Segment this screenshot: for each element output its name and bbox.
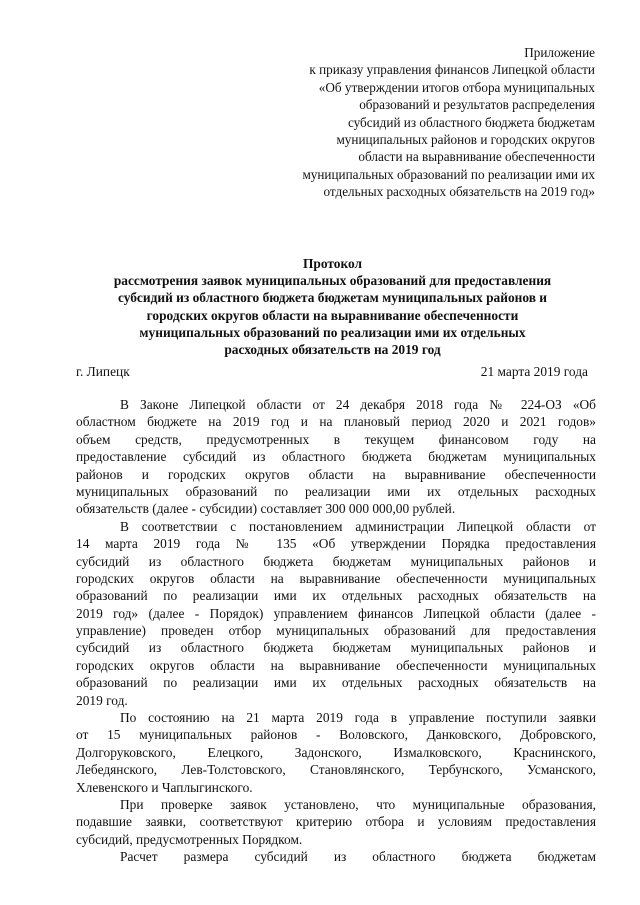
body-text-line: образований по реализации ими их отдельных расходных обязательств на — [76, 675, 596, 691]
body-text-line: 14 марта 2019 года № 135 «Об утверждении Порядка предоставления — [76, 536, 596, 552]
appendix-line: муниципальных районов и городских округов — [336, 132, 595, 148]
appendix-line: к приказу управления финансов Липецкой области — [309, 62, 595, 78]
body-text-line: городских округов области на выравнивание обеспеченности муниципальных — [76, 570, 596, 586]
document-body — [76, 396, 596, 866]
body-text-line: По состоянию на 21 марта 2019 года в управление поступили заявки — [120, 710, 596, 726]
body-text-line: управление) проведен отбор муниципальных образований для предоставления — [76, 623, 596, 639]
body-text-line: городских округов области на выравнивание обеспеченности муниципальных — [76, 657, 596, 673]
appendix-line: образований и результатов распределения — [359, 97, 595, 113]
body-text-line: Хлевенского и Чаплыгинского. — [76, 779, 253, 795]
body-text-line: от 15 муниципальных районов - Воловского, Данковского, Добровского, — [76, 727, 596, 743]
appendix-line: «Об утверждении итогов отбора муниципальных — [318, 79, 595, 95]
body-text-line: объем средств, предусмотренных в текущем финансовом году на — [76, 431, 596, 447]
title-line: муниципальных образований по реализации ими их отдельных — [139, 324, 526, 340]
body-text-line: При проверке заявок установлено, что муниципальные образования, — [120, 796, 596, 812]
body-text-line: предоставление субсидий из областного бюджета бюджетам муниципальных — [76, 449, 596, 465]
appendix-line: Приложение — [524, 45, 595, 60]
body-text-line: областном бюджете на 2019 год и на плановый период 2020 и 2021 годов» — [76, 414, 596, 430]
body-text-line: районов и городских округов области на выравнивание обеспеченности — [76, 466, 596, 482]
appendix-line: муниципальных образований по реализации ими их — [302, 166, 595, 182]
body-text-line: обязательств (далее - субсидии) составляет 300 000 000,00 рублей. — [76, 501, 456, 517]
body-text-line: В соответствии с постановлением администрации Липецкой области от — [120, 518, 596, 534]
appendix-line: отдельных расходных обязательств на 2019 год» — [323, 184, 595, 200]
body-text-line: субсидий из областного бюджета бюджетам муниципальных районов и — [76, 553, 596, 569]
body-text-line: Лебедянского, Лев-Толстовского, Становлянского, Тербунского, Усманского, — [76, 762, 596, 778]
body-text-line: 2019 год. — [76, 692, 128, 708]
appendix-line: субсидий из областного бюджета бюджетам — [347, 114, 595, 130]
appendix-header — [215, 44, 595, 201]
body-text-line: В Законе Липецкой области от 24 декабря 2018 года № 224-ОЗ «Об — [120, 397, 596, 412]
body-text-line: 2019 год» (далее - Порядок) управлением финансов Липецкой области (далее - — [76, 605, 596, 621]
appendix-line: области на выравнивание обеспеченности — [358, 149, 595, 165]
body-text-line: муниципальных образований по реализации ими их отдельных расходных — [76, 483, 596, 499]
body-text-line: подавшие заявки, соответствуют критерию отбора и условиям предоставления — [76, 814, 596, 830]
title-line: субсидий из областного бюджета бюджетам муниципальных районов и — [117, 290, 548, 306]
body-text-line: образований по реализации ими их отдельных расходных обязательств на — [76, 588, 596, 604]
document-date: 21 марта 2019 года — [480, 364, 588, 379]
body-text-line: субсидий из областного бюджета бюджетам муниципальных районов и — [76, 640, 596, 656]
title-line: Протокол — [302, 256, 363, 271]
document-title — [60, 255, 605, 358]
document-place: г. Липецк — [76, 364, 130, 379]
title-line: городских округов области на выравнивание обеспеченности — [146, 307, 519, 323]
title-line: рассмотрения заявок муниципальных образований для предоставления — [113, 273, 552, 289]
title-line: расходных обязательств на 2019 год — [224, 342, 441, 358]
body-text-line: Расчет размера субсидий из областного бюджета бюджетам — [120, 849, 596, 865]
body-text-line: Долгоруковского, Елецкого, Задонского, Измалковского, Краснинского, — [76, 744, 596, 760]
body-text-line: субсидий, предусмотренных Порядком. — [76, 831, 303, 847]
